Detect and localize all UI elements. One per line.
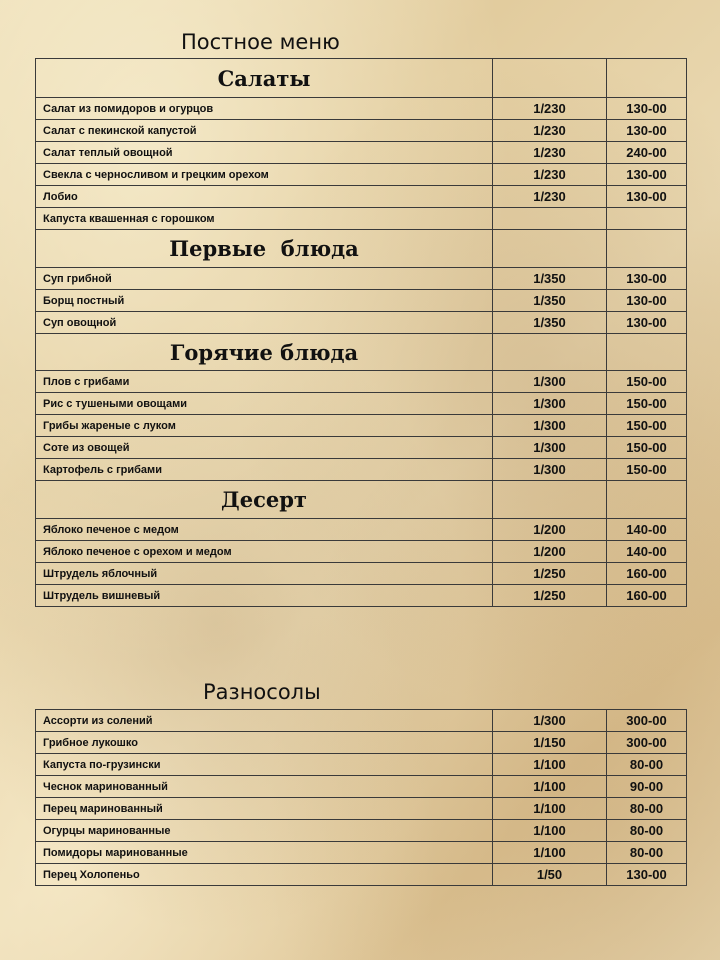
item-weight: 1/100 bbox=[493, 754, 607, 776]
item-price: 130-00 bbox=[607, 98, 687, 120]
item-price: 130-00 bbox=[607, 268, 687, 290]
item-weight: 1/300 bbox=[493, 710, 607, 732]
item-price: 80-00 bbox=[607, 754, 687, 776]
item-name: Грибное лукошко bbox=[36, 732, 493, 754]
item-weight: 1/300 bbox=[493, 415, 607, 437]
item-name: Плов с грибами bbox=[36, 371, 493, 393]
menu-table bbox=[35, 58, 687, 607]
pickles-table bbox=[35, 709, 687, 886]
table-row bbox=[36, 208, 687, 230]
table-row bbox=[36, 541, 687, 563]
page-title: Постное меню bbox=[181, 30, 340, 54]
table-row bbox=[36, 290, 687, 312]
table-row bbox=[36, 864, 687, 886]
table-row bbox=[36, 120, 687, 142]
item-name: Борщ постный bbox=[36, 290, 493, 312]
table-row bbox=[36, 164, 687, 186]
item-name: Рис с тушеными овощами bbox=[36, 393, 493, 415]
item-name: Штрудель вишневый bbox=[36, 585, 493, 607]
item-price: 130-00 bbox=[607, 186, 687, 208]
item-name: Картофель с грибами bbox=[36, 459, 493, 481]
item-name: Чеснок маринованный bbox=[36, 776, 493, 798]
item-weight: 1/100 bbox=[493, 798, 607, 820]
item-name: Перец маринованный bbox=[36, 798, 493, 820]
item-price: 300-00 bbox=[607, 710, 687, 732]
item-name: Ассорти из солений bbox=[36, 710, 493, 732]
item-weight: 1/200 bbox=[493, 541, 607, 563]
item-weight: 1/300 bbox=[493, 371, 607, 393]
item-weight: 1/300 bbox=[493, 437, 607, 459]
table-row bbox=[36, 186, 687, 208]
table-row bbox=[36, 142, 687, 164]
item-weight: 1/200 bbox=[493, 519, 607, 541]
item-weight: 1/230 bbox=[493, 142, 607, 164]
item-price: 150-00 bbox=[607, 459, 687, 481]
item-price: 130-00 bbox=[607, 290, 687, 312]
table-row bbox=[36, 585, 687, 607]
item-name: Помидоры маринованные bbox=[36, 842, 493, 864]
table-row bbox=[36, 371, 687, 393]
item-weight: 1/350 bbox=[493, 268, 607, 290]
item-name: Капуста по-грузински bbox=[36, 754, 493, 776]
item-name: Суп грибной bbox=[36, 268, 493, 290]
item-name: Перец Холопеньо bbox=[36, 864, 493, 886]
item-weight bbox=[493, 208, 607, 230]
item-name: Соте из овощей bbox=[36, 437, 493, 459]
item-weight: 1/230 bbox=[493, 164, 607, 186]
table-row bbox=[36, 842, 687, 864]
section-title-hot: Горячие блюда bbox=[36, 334, 493, 371]
item-price: 150-00 bbox=[607, 437, 687, 459]
section-first bbox=[36, 230, 687, 268]
item-name: Суп овощной bbox=[36, 312, 493, 334]
item-price: 300-00 bbox=[607, 732, 687, 754]
item-price: 130-00 bbox=[607, 120, 687, 142]
item-price: 80-00 bbox=[607, 820, 687, 842]
item-price: 150-00 bbox=[607, 393, 687, 415]
table-row bbox=[36, 732, 687, 754]
item-name: Яблоко печеное с орехом и медом bbox=[36, 541, 493, 563]
item-price: 140-00 bbox=[607, 541, 687, 563]
item-price: 90-00 bbox=[607, 776, 687, 798]
item-weight: 1/150 bbox=[493, 732, 607, 754]
item-weight: 1/50 bbox=[493, 864, 607, 886]
item-price: 140-00 bbox=[607, 519, 687, 541]
table-row bbox=[36, 437, 687, 459]
item-price: 240-00 bbox=[607, 142, 687, 164]
item-name: Свекла с черносливом и грецким орехом bbox=[36, 164, 493, 186]
item-price: 80-00 bbox=[607, 798, 687, 820]
item-name: Штрудель яблочный bbox=[36, 563, 493, 585]
item-price: 150-00 bbox=[607, 371, 687, 393]
section-hot bbox=[36, 334, 687, 371]
item-name: Салат теплый овощной bbox=[36, 142, 493, 164]
item-weight: 1/230 bbox=[493, 120, 607, 142]
item-name: Яблоко печеное с медом bbox=[36, 519, 493, 541]
item-weight: 1/250 bbox=[493, 563, 607, 585]
item-price: 150-00 bbox=[607, 415, 687, 437]
item-price: 160-00 bbox=[607, 563, 687, 585]
table-row bbox=[36, 415, 687, 437]
item-name: Грибы жареные с луком bbox=[36, 415, 493, 437]
item-weight: 1/350 bbox=[493, 290, 607, 312]
item-name: Капуста квашенная с горошком bbox=[36, 208, 493, 230]
section-title-dessert: Десерт bbox=[36, 481, 493, 519]
table-row bbox=[36, 393, 687, 415]
item-price: 130-00 bbox=[607, 864, 687, 886]
item-weight: 1/100 bbox=[493, 820, 607, 842]
table-row bbox=[36, 710, 687, 732]
item-price: 160-00 bbox=[607, 585, 687, 607]
section-title-first: Первые блюда bbox=[36, 230, 493, 268]
item-weight: 1/230 bbox=[493, 98, 607, 120]
item-weight: 1/350 bbox=[493, 312, 607, 334]
item-weight: 1/300 bbox=[493, 459, 607, 481]
item-price: 80-00 bbox=[607, 842, 687, 864]
item-weight: 1/100 bbox=[493, 842, 607, 864]
item-price bbox=[607, 208, 687, 230]
item-weight: 1/100 bbox=[493, 776, 607, 798]
table-row bbox=[36, 563, 687, 585]
table-row bbox=[36, 312, 687, 334]
table-row bbox=[36, 776, 687, 798]
item-weight: 1/230 bbox=[493, 186, 607, 208]
section-dessert bbox=[36, 481, 687, 519]
table-row bbox=[36, 754, 687, 776]
table-row bbox=[36, 268, 687, 290]
item-weight: 1/300 bbox=[493, 393, 607, 415]
table-row bbox=[36, 459, 687, 481]
item-name: Салат с пекинской капустой bbox=[36, 120, 493, 142]
item-name: Салат из помидоров и огурцов bbox=[36, 98, 493, 120]
pickles-title: Разносолы bbox=[203, 680, 321, 704]
section-salads bbox=[36, 59, 687, 98]
table-row bbox=[36, 798, 687, 820]
item-name: Лобио bbox=[36, 186, 493, 208]
section-title-salads: Салаты bbox=[36, 59, 493, 98]
item-weight: 1/250 bbox=[493, 585, 607, 607]
table-row bbox=[36, 519, 687, 541]
item-price: 130-00 bbox=[607, 312, 687, 334]
table-row bbox=[36, 98, 687, 120]
item-price: 130-00 bbox=[607, 164, 687, 186]
item-name: Огурцы маринованные bbox=[36, 820, 493, 842]
table-row bbox=[36, 820, 687, 842]
